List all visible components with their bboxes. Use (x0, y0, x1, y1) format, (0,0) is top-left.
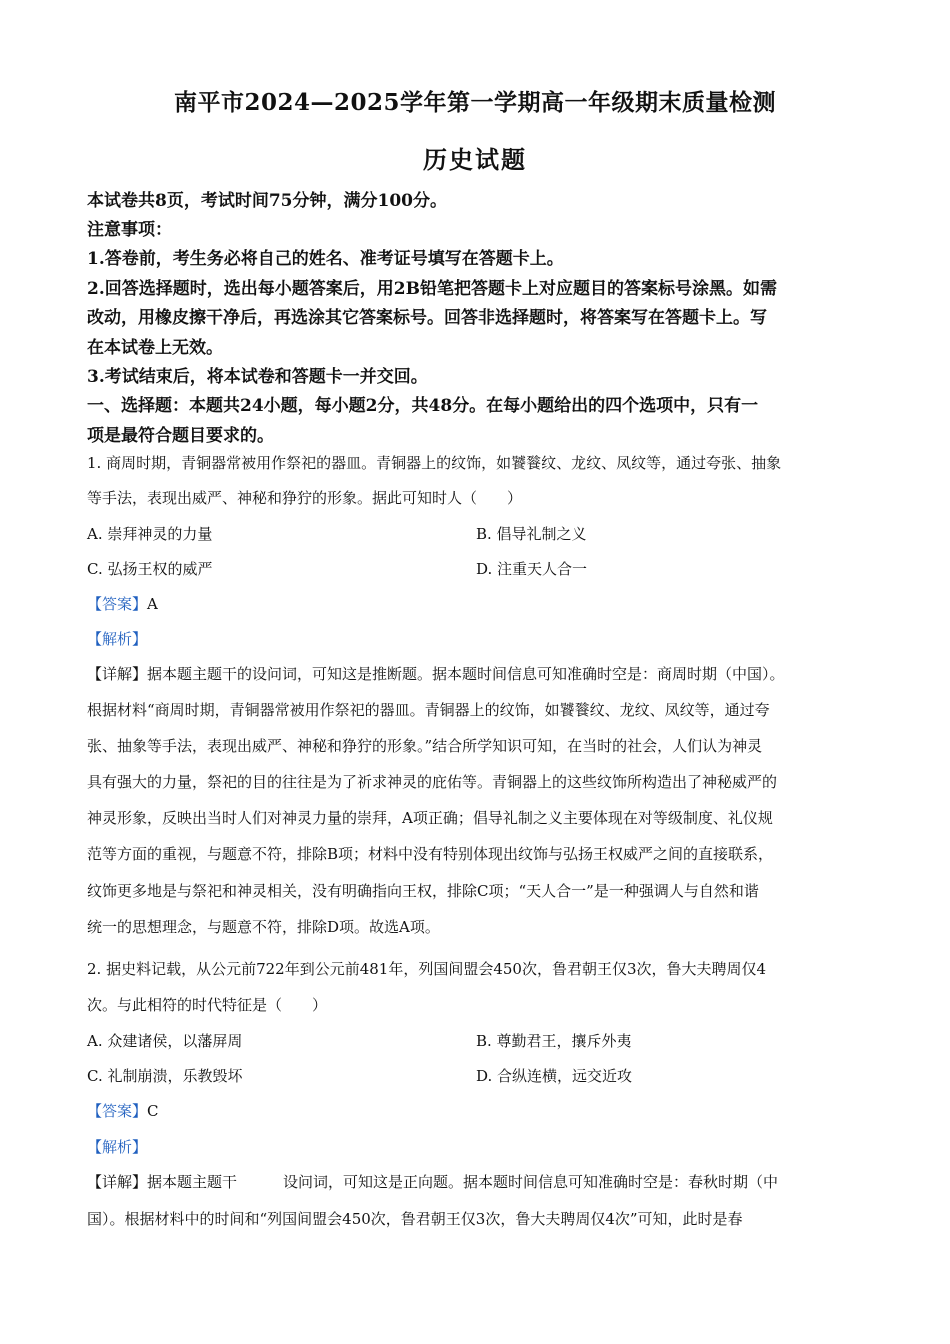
q2-answer (87, 1100, 159, 1121)
q1-answer-value: A (147, 595, 158, 613)
q2-answer-value: C (147, 1102, 159, 1120)
section-heading-line-2: 项是最符合题目要求的。 (87, 426, 274, 446)
note-2-line-3: 在本试卷上无效。 (87, 338, 223, 358)
q1-detail-line-1: 【详解】据本题主题干的设问词，可知这是推断题。据本题时间信息可知准确时空是：商周时期（中国）。 (87, 665, 785, 683)
q1-analysis-tag: 【解析】 (87, 630, 148, 648)
q1-option-d: D. 注重天人合一 (476, 560, 588, 578)
q2-stem-line-2: 次。与此相符的时代特征是（ ） (87, 996, 328, 1014)
q1-detail-line-3: 张、抽象等手法，表现出威严、神秘和狰狞的形象。”结合所学知识可知，在当时的社会，人们认为神灵 (87, 737, 763, 755)
note-3: 3.考试结束后，将本试卷和答题卡一并交回。 (87, 367, 428, 387)
note-1: 1.答卷前，考生务必将自己的姓名、准考证号填写在答题卡上。 (87, 249, 564, 269)
detail-tag: 【详解】 (87, 665, 148, 683)
exam-subject: 历史试题 (423, 145, 527, 174)
q1-detail-line-7: 纹饰更多地是与祭祀和神灵相关，没有明确指向王权，排除C项；“天人合一”是一种强调人与自然和谐 (87, 882, 759, 900)
q2-option-a: A. 众建诸侯，以藩屏周 (87, 1032, 243, 1050)
exam-info: 本试卷共8页，考试时间75分钟，满分100分。 (87, 191, 447, 211)
q2-analysis-tag: 【解析】 (87, 1138, 148, 1156)
note-2-line-1: 2.回答选择题时，选出每小题答案后，用2B铅笔把答题卡上对应题目的答案标号涂黑。如需 (87, 279, 777, 299)
exam-title: 南平市2024—2025学年第一学期高一年级期末质量检测 (173, 89, 777, 116)
q1-detail-line-2: 根据材料“商周时期，青铜器常被用作祭祀的器皿。青铜器上的纹饰，如饕餮纹、龙纹、凤纹等，通过夸 (87, 701, 770, 719)
q1-option-b: B. 倡导礼制之义 (476, 525, 587, 543)
q2-option-b: B. 尊勤君王，攘斥外夷 (476, 1032, 632, 1050)
note-2-line-2: 改动，用橡皮擦干净后，再选涂其它答案标号。回答非选择题时，将答案写在答题卡上。写 (87, 308, 767, 328)
q1-option-c: C. 弘扬王权的威严 (87, 560, 213, 578)
q1-detail-line-6: 范等方面的重视，与题意不符，排除B项；材料中没有特别体现出纹饰与弘扬王权威严之间的直接联系， (87, 845, 774, 863)
q2-stem-line-1: 2. 据史料记载，从公元前722年到公元前481年，列国间盟会450次，鲁君朝王仅3次，鲁大夫聘周仅4 (87, 960, 767, 978)
answer-tag: 【答案】 (87, 595, 148, 613)
section-heading-line-1: 一、选择题：本题共24小题，每小题2分，共48分。在每小题给出的四个选项中，只有一 (87, 396, 759, 416)
q1-detail-line-8: 统一的思想理念，与题意不符，排除D项。故选A项。 (87, 918, 440, 936)
q2-option-c: C. 礼制崩溃，乐教毁坏 (87, 1067, 243, 1085)
q1-stem-line-1: 1. 商周时期，青铜器常被用作祭祀的器皿。青铜器上的纹饰，如饕餮纹、龙纹、凤纹等，通过夸张、抽象 (87, 454, 782, 472)
q1-answer (87, 593, 158, 614)
q1-stem-line-2: 等手法，表现出威严、神秘和狰狞的形象。据此可知时人（ ） (87, 489, 523, 507)
q2-option-d: D. 合纵连横，远交近攻 (476, 1067, 633, 1085)
q1-option-a: A. 崇拜神灵的力量 (87, 525, 213, 543)
detail-tag: 【详解】 (87, 1173, 148, 1191)
answer-tag: 【答案】 (87, 1102, 148, 1120)
q1-detail-line-5: 神灵形象，反映出当时人们对神灵力量的崇拜，A项正确；倡导礼制之义主要体现在对等级制度、礼仪规 (87, 809, 773, 827)
q1-detail-line-4: 具有强大的力量，祭祀的目的往往是为了祈求神灵的庇佑等。青铜器上的这些纹饰所构造出了神秘威严的 (87, 773, 778, 791)
q2-detail-line-2: 国）。根据材料中的时间和“列国间盟会450次，鲁君朝王仅3次，鲁大夫聘周仅4次”可知，此时是春 (87, 1210, 743, 1228)
notes-title: 注意事项： (87, 220, 172, 240)
q2-detail-line-1: 【详解】据本题主题干 设问词，可知这是正向题。据本题时间信息可知准确时空是：春秋时期（中 (87, 1173, 779, 1191)
